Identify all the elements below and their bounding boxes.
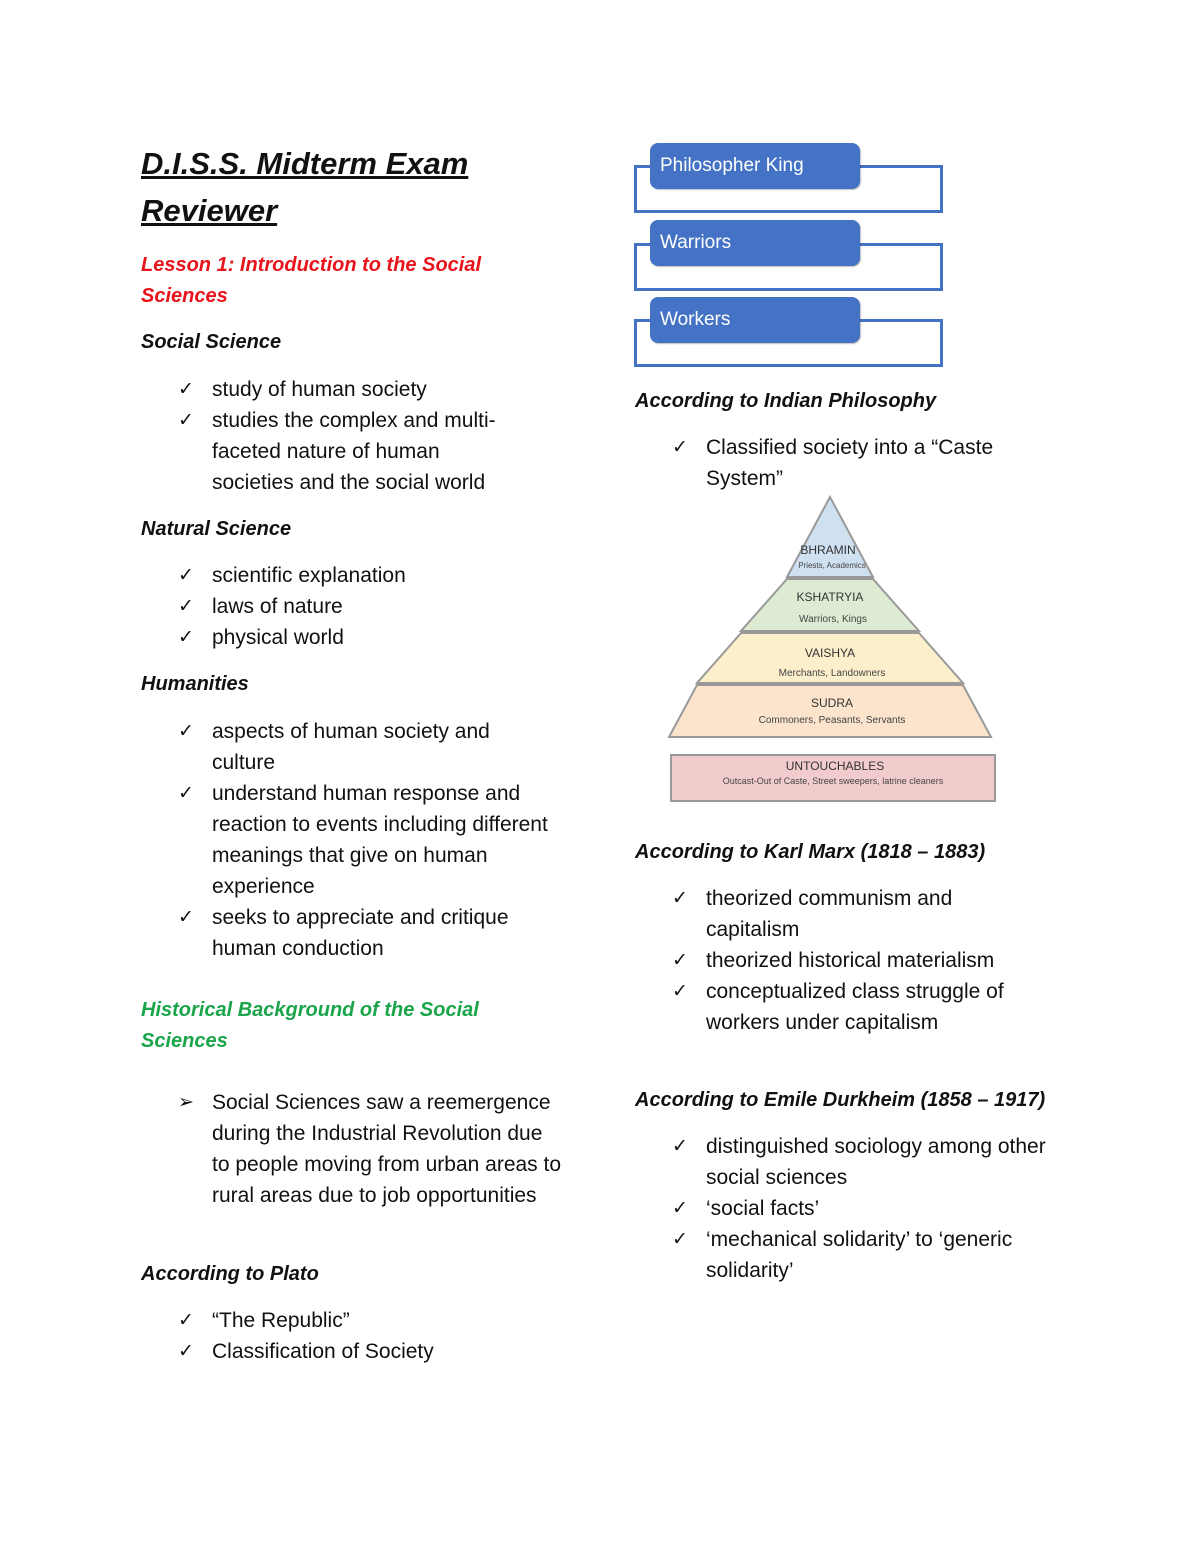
list-item: ✓ scientific explanation xyxy=(141,560,581,591)
tier-name: KSHATRYIA xyxy=(796,590,864,604)
list-item: ✓ physical world xyxy=(141,622,581,653)
tier-name: BHRAMIN xyxy=(800,543,856,557)
document-title: D.I.S.S. Midterm Exam Reviewer xyxy=(141,146,469,228)
check-icon: ✓ xyxy=(178,627,194,648)
natural-science-heading: Natural Science xyxy=(141,518,292,540)
list-item: ✓ Classification of Society xyxy=(141,1336,581,1367)
indian-heading: According to Indian Philosophy xyxy=(635,390,937,412)
humanities-heading: Humanities xyxy=(141,673,249,695)
tier-name: VAISHYA xyxy=(804,646,856,660)
list-item: ✓ laws of nature xyxy=(141,591,581,622)
diagram-box-workers: Workers xyxy=(650,297,860,343)
arrow-bullet-icon: ➢ xyxy=(178,1092,194,1113)
caste-pyramid xyxy=(665,493,1001,805)
tier-desc: Commoners, Peasants, Servants xyxy=(758,715,906,726)
list-item: ✓ “The Republic” xyxy=(141,1305,581,1336)
tier-desc: Warriors, Kings xyxy=(799,614,867,625)
list-item: ✓ theorized historical materialism xyxy=(635,945,1075,976)
list-item: ✓ aspects of human society and culture xyxy=(141,716,512,778)
plato-heading: According to Plato xyxy=(141,1263,319,1285)
check-icon: ✓ xyxy=(178,907,194,928)
list-item: ✓ ‘mechanical solidarity’ to ‘generic solidarity’ xyxy=(635,1224,1046,1286)
list-item: ➢ Social Sciences saw a reemergence during the Industrial Revolution due to people moving from urban areas to rural areas due to job opportunities xyxy=(141,1087,562,1211)
list-item: ✓ distinguished sociology among other social sciences xyxy=(635,1131,1066,1193)
marx-heading: According to Karl Marx (1818 – 1883) xyxy=(635,841,986,863)
diagram-box-philosopher-king: Philosopher King xyxy=(650,143,860,189)
list-item: ✓ ‘social facts’ xyxy=(635,1193,1075,1224)
list-item: ✓ studies the complex and multi-faceted nature of human societies and the social world xyxy=(141,405,512,498)
check-icon: ✓ xyxy=(672,888,688,909)
tier-desc: Merchants, Landowners xyxy=(778,668,886,679)
check-icon: ✓ xyxy=(178,1341,194,1362)
check-icon: ✓ xyxy=(178,379,194,400)
check-icon: ✓ xyxy=(178,721,194,742)
check-icon: ✓ xyxy=(178,1310,194,1331)
check-icon: ✓ xyxy=(178,783,194,804)
durkheim-heading: According to Emile Durkheim (1858 – 1917) xyxy=(635,1089,1046,1111)
diagram-box-warriors: Warriors xyxy=(650,220,860,266)
list-item: ✓ theorized communism and capitalism xyxy=(635,883,1006,945)
tier-name: SUDRA xyxy=(810,696,854,710)
base-desc: Outcast-Out of Caste, Street sweepers, latrine cleaners xyxy=(722,776,944,786)
base-name: UNTOUCHABLES xyxy=(785,759,885,773)
social-science-heading: Social Science xyxy=(141,331,282,353)
pyramid-tier-sudra xyxy=(669,685,991,737)
list-item: ✓ understand human response and reaction to events including different meanings that give on human experience xyxy=(141,778,572,902)
list-item: ✓ study of human society xyxy=(141,374,581,405)
check-icon: ✓ xyxy=(672,1229,688,1250)
tier-desc: Priests, Academics xyxy=(798,561,866,570)
list-item: ✓ seeks to appreciate and critique human conduction xyxy=(141,902,522,964)
check-icon: ✓ xyxy=(672,1198,688,1219)
check-icon: ✓ xyxy=(672,981,688,1002)
historical-heading: Historical Background of the Social Sciences xyxy=(141,999,479,1052)
check-icon: ✓ xyxy=(178,596,194,617)
check-icon: ✓ xyxy=(178,565,194,586)
check-icon: ✓ xyxy=(672,437,688,458)
check-icon: ✓ xyxy=(672,1136,688,1157)
check-icon: ✓ xyxy=(178,410,194,431)
lesson-heading: Lesson 1: Introduction to the Social Sciences xyxy=(141,254,482,307)
list-item: ✓ conceptualized class struggle of workers under capitalism xyxy=(635,976,1026,1038)
check-icon: ✓ xyxy=(672,950,688,971)
list-item: ✓ Classified society into a “Caste System” xyxy=(635,432,1006,494)
